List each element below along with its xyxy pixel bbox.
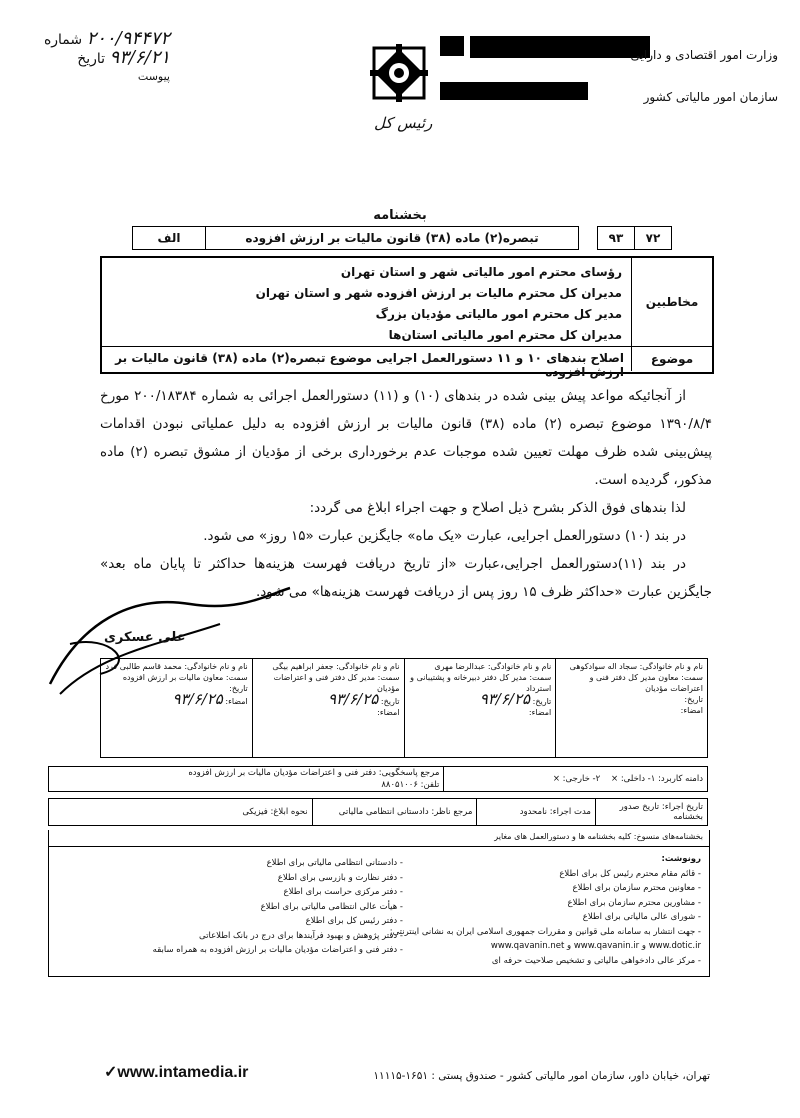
approval-sign-label: امضاء: [377,708,400,717]
recipient-item: - قائم مقام محترم رئیس کل برای اطلاع [371,867,701,882]
subject-text: اصلاح بندهای ۱۰ و ۱۱ دستورالعمل اجرایی موضوع تبصره(۲) ماده (۳۸) قانون مالیات بر ارزش افزوده [115,351,624,379]
document-type: بخشنامه [373,208,427,223]
circular-year: ۹۳ [598,227,635,250]
scope-external-label: ۲- خارجی: [562,774,601,784]
recipient-item: - دفتر مرکزی حراست برای اطلاع [103,885,403,900]
signatory-name: علی عسکری [104,630,186,645]
approver-title: سمت: معاون مدیر کل دفتر فنی و اعتراضات مؤدیان [589,673,703,693]
letter-date-value: ۹۳/۶/۲۱ [109,47,170,68]
recipient-item: - شورای عالی مالیاتی برای اطلاع [371,910,701,925]
delivery: نحوه ابلاغ: فیزیکی [49,799,313,826]
approver-title: سمت: مدیر کل دفتر فنی و اعتراضات مؤدیان [273,673,400,693]
letter-number-value: ۲۰۰/۹۴۴۷۲ [86,28,170,49]
approval-cell [101,659,253,758]
approval-date-label: تاریخ: [532,697,552,706]
letter-attachment-label: پیوست [137,70,170,83]
recipient-item: - هیأت عالی انتظامی مالیاتی برای اطلاع [103,900,403,915]
approval-date-label: تاریخ: [380,697,400,706]
organization-emblem-icon [370,44,428,102]
scope-internal-mark: × [610,774,619,784]
ministry-name: وزارت امور اقتصادی و دارایی [630,48,778,62]
execution-row [48,798,708,826]
approval-date: ۹۳/۶/۲۵ [172,690,223,708]
responder-phone: تلفن: ۸۸۰۵۱۰۰۶ [381,780,440,790]
addressee-subject-box [100,256,714,379]
approver-name: نام و نام خانوادگی: محمد قاسم طالبی فرد [105,662,248,671]
recipient-item: - دفتر فنی و اعتراضات مؤدیان مالیات بر ارزش افزوده به همراه سابقه [103,943,403,958]
approval-date: ۹۳/۶/۲۵ [327,690,379,708]
responder: مرجع پاسخگویی: دفتر فنی و اعتراضات مؤدیان مالیات بر ارزش افزوده [188,768,440,778]
body-paragraph: در بند (۱۱)دستورالعمل اجرایی،عبارت «از تاریخ دریافت فهرست هزینه‌ها حداکثر تا پایان ماه بعد» جایگزین عبارت «حداکثر ظرف ۱۵ روز پس از دریافت فهرست هزینه‌ها» می شود. [100,556,712,600]
letter-date-label: تاریخ [77,51,106,67]
circular-number: ۷۲ [635,227,672,250]
head-signature: رئیس کل [374,114,433,132]
approval-sign-label: امضاء: [225,697,248,706]
approver-name: نام و نام خانوادگی: سجاد اله سوادکوهی [569,662,703,671]
approval-cell [404,659,556,758]
scope-row [48,766,708,792]
cancelled-circulars [48,830,710,847]
issuer-block [518,44,778,110]
responder-cell [49,767,444,792]
copy-recipients-box [48,846,710,977]
checkmark-icon: ✓ [104,1064,118,1081]
approval-date: ۹۳/۶/۲۵ [479,690,531,708]
oversight: مرجع ناظر: دادستانی انتظامی مالیاتی [312,799,477,826]
approval-cell [556,659,708,758]
addressee-line: رؤسای محترم امور مالیاتی شهر و استان تهران [340,265,622,279]
letter-date [30,49,170,68]
approver-title: سمت: معاون مالیات بر ارزش افزوده [122,673,248,682]
appendix: بخشنامه [673,812,703,822]
letter-attachment [30,68,170,86]
approval-date-label: تاریخ: [684,695,703,704]
addressee-line: مدیران کل محترم امور مالیاتی استان‌ها [388,328,622,342]
scope-external-mark: × [552,774,560,784]
addressee-line: مدیران کل محترم مالیات بر ارزش افزوده شهر و استان تهران [255,286,622,300]
circular-body [100,382,712,606]
approval-sign-label: امضاء: [528,708,552,717]
recipient-item: - دادستانی انتظامی مالیاتی برای اطلاع [103,856,403,871]
subject-label: موضوع [631,347,712,371]
recipient-item: - مرکز عالی دادخواهی مالیاتی و تشخیص صلاحیت حرفه ای [371,954,701,969]
recipient-item: - مشاورین محترم سازمان برای اطلاع [371,896,701,911]
recipients-left [103,856,403,958]
addressees-list [256,262,622,346]
body-paragraph: در بند (۱۰) دستورالعمل اجرایی، عبارت «یک ماه» جایگزین عبارت «۱۵ روز» می شود. [203,528,686,544]
recipient-item: - دفتر نظارت و بازرسی برای اطلاع [103,871,403,886]
scope-label: دامنه کاربرد: ۱- داخلی: [620,774,703,784]
recipients-label: رونوشت: [661,854,701,864]
letter-reference-block [30,30,170,86]
recipient-item: - معاونین محترم سازمان برای اطلاع [371,881,701,896]
redaction-bar [440,36,464,56]
footer-website-text: www.intamedia.ir [117,1064,249,1081]
footer-address: تهران، خیابان داور، سازمان امور مالیاتی کشور - صندوق پستی : ۱۶۵۱-۱۱۱۱۵ [373,1070,710,1082]
addressees-label: مخاطبین [631,258,712,346]
title-spacer [579,227,598,250]
approval-sign-label: امضاء: [680,706,703,715]
recipient-item: - دفتر رئیس کل برای اطلاع [103,914,403,929]
approver-name: نام و نام خانوادگی: جعفر ابراهیم بیگی [272,662,400,671]
approver-name: نام و نام خانوادگی: عبدالرضا مهری [434,662,552,671]
addressee-line: مدیر کل محترم امور مالیاتی مؤدیان بزرگ [375,307,622,321]
approval-cell [252,659,404,758]
scope-cell [444,767,708,792]
issue-date: تاریخ اجراء: تاریخ صدور [619,802,703,812]
circular-series: الف [133,227,206,250]
recipient-item: - جهت انتشار به سامانه ملی قوانین و مقررات جمهوری اسلامی ایران به نشانی اینترنتی: www.dotic.ir و www.qavanin.ir و www.qavanin.net [371,925,701,954]
duration: مدت اجراء: نامحدود [477,799,596,826]
recipient-item: - دفتر پژوهش و بهبود فرآیندها برای درج در بانک اطلاعاتی [103,929,403,944]
approver-title: سمت: مدیر کل دفتر دبیرخانه و پشتیبانی و استرداد [410,673,552,693]
recipients-right [371,852,701,968]
approval-date-label: تاریخ: [229,684,248,693]
letter-number-label: شماره [43,32,83,48]
cancelled-circulars-text: بخشنامه‌های منسوخ: کلیه بخشنامه ها و دستورالعمل های مغایر [494,832,703,841]
circular-title: تبصره(۲) ماده (۳۸) قانون مالیات بر ارزش افزوده [206,227,579,250]
issue-date-cell [595,799,707,826]
body-paragraph: لذا بندهای فوق الذکر بشرح ذیل اصلاح و جهت اجراء ابلاغ می گردد: [309,500,686,516]
circular-title-row [132,226,672,250]
organization-name: سازمان امور مالیاتی کشور [643,90,778,104]
footer-website [104,1062,248,1082]
subject-row [102,346,712,379]
body-paragraph: از آنجائیکه مواعد پیش بینی شده در بندهای (۱۰) و (۱۱) دستورالعمل اجرائی به شماره ۲۰۰/۱۸۳۸۴ مورخ ۱۳۹۰/۸/۴ موضوع تبصره (۲) ماده (۳۸) قانون مالیات بر ارزش افزوده به دلیل عملیاتی نبودن اقدامات پیش‌بینی شده ظرف مهلت تعیین شده موجبات عدم برخورداری برخی از مؤدیان از مشوق تبصره (۲) ماده مذکور، گردیده است. [100,388,713,488]
approvals-table [100,658,708,758]
redaction-bar [440,82,588,100]
